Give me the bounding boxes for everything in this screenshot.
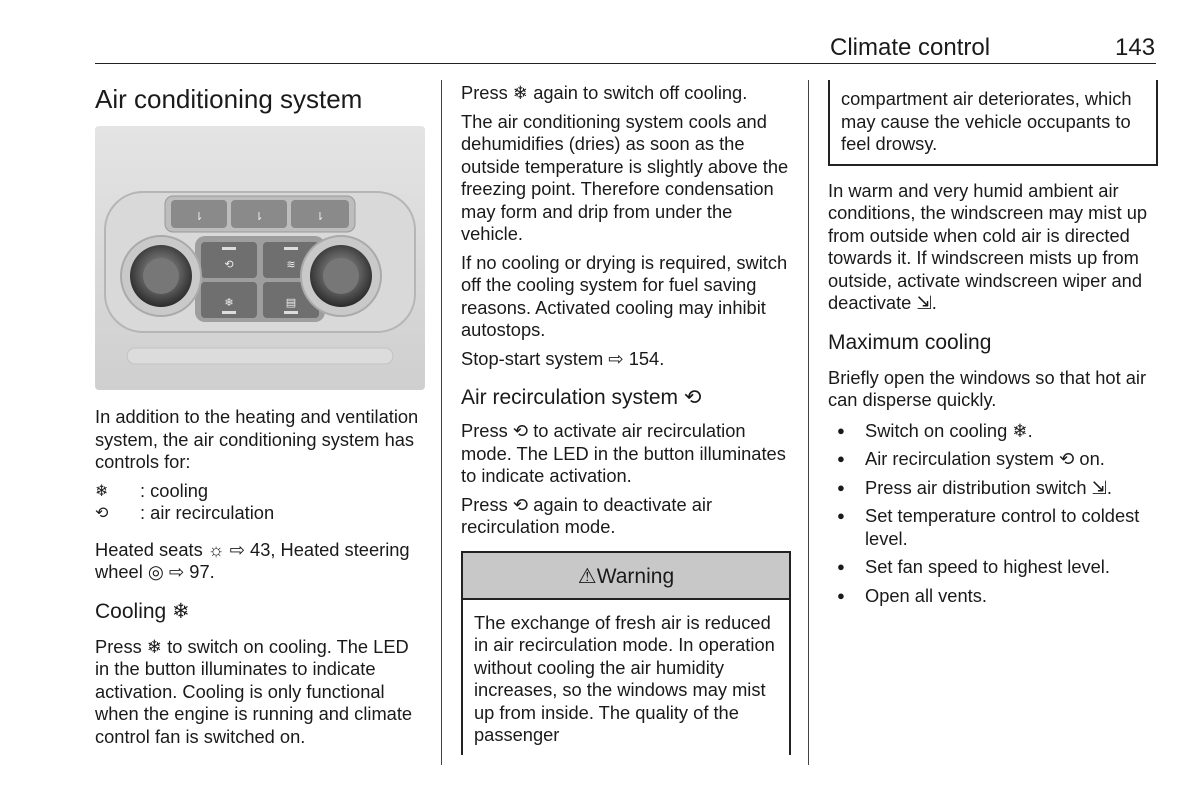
column-divider <box>441 80 442 765</box>
svg-text:⟲: ⟲ <box>224 258 234 271</box>
legend-label: : cooling <box>140 479 209 501</box>
list-item: ● Press air distribution switch ⇲. <box>828 477 1158 500</box>
svg-text:⇂: ⇂ <box>194 210 204 223</box>
paragraph: In warm and very humid ambient air conditions, the windscreen may mist up from outside when cold air is directed towards it. If windscreen mists up from outside, activate windscreen wiper and deactivate ⇲. <box>828 179 1148 313</box>
air-recirculation-icon: ⟲ <box>95 503 109 522</box>
paragraph: The air conditioning system cools and dehumidifies (dries) as soon as the outside temperature is slightly above the freezing point. Therefore condensation may form and drip from under the vehicle. <box>461 110 789 244</box>
maximum-cooling-heading: Maximum cooling <box>828 330 992 354</box>
column-3 <box>828 82 1158 613</box>
legend-row-air-recirculation <box>95 502 425 525</box>
warning-box-continued: compartment air deteriorates, which may cause the vehicle occupants to feel drowsy. <box>828 80 1158 166</box>
header-section-title: Climate control <box>830 34 991 61</box>
svg-text:▤: ▤ <box>285 296 297 309</box>
svg-text:⇂: ⇂ <box>315 210 325 223</box>
cooling-paragraph: Press ❄ to switch on cooling. The LED in the button illuminates to indicate activation. Cooling is only functional when the engine is running and climate control fan is switched on. <box>95 635 413 747</box>
paragraph: Press ❄ again to switch off cooling. <box>461 82 748 103</box>
svg-text:⇂: ⇂ <box>254 210 264 223</box>
list-item: ● Switch on cooling ❄. <box>828 420 1158 443</box>
controls-legend <box>95 480 425 525</box>
list-item: ● Set temperature control to coldest level. <box>828 505 1158 550</box>
paragraph: Press ⟲ to activate air recirculation mode. The LED in the button illuminates to indicate activation. <box>461 420 786 486</box>
svg-text:❄: ❄ <box>224 296 234 309</box>
warning-text: The exchange of fresh air is reduced in air recirculation mode. In operation without cooling the air humidity increases, so the windows may mist up from inside. The quality of the passenger <box>474 611 775 745</box>
list-item: ● Air recirculation system ⟲ on. <box>828 448 1158 471</box>
climate-control-panel-image <box>95 126 425 390</box>
page-number: 143 <box>1115 34 1156 61</box>
list-item: ● Open all vents. <box>828 585 1158 608</box>
warning-box <box>461 551 791 755</box>
paragraph: Briefly open the windows so that hot air can disperse quickly. <box>828 366 1147 410</box>
intro-paragraph: In addition to the heating and ventilation system, the air conditioning system has controls for: <box>95 406 419 472</box>
column-2 <box>461 82 791 755</box>
cooling-icon: ❄ <box>95 480 109 500</box>
paragraph: Press ⟲ again to deactivate air recirculation mode. <box>461 493 713 537</box>
svg-text:≋: ≋ <box>286 258 296 271</box>
heated-seats-reference: Heated seats ☼ ⇨ 43, Heated steering wheel ◎ ⇨ 97. <box>95 538 410 582</box>
cooling-heading: Cooling ❄ <box>95 599 190 623</box>
paragraph: If no cooling or drying is required, switch off the cooling system for fuel saving reasons. Activated cooling may inhibit autostops. <box>461 251 788 340</box>
legend-label: : air recirculation <box>140 502 275 523</box>
page-title: Air conditioning system <box>95 84 363 114</box>
list-item: ● Set fan speed to highest level. <box>828 556 1158 579</box>
maximum-cooling-steps <box>828 420 1158 608</box>
legend-row-cooling <box>95 480 425 503</box>
climate-panel-illustration <box>95 126 425 390</box>
warning-title: ⚠Warning <box>463 553 789 600</box>
header-divider <box>95 63 1156 64</box>
air-recirculation-heading: Air recirculation system ⟲ <box>461 386 702 409</box>
column-1 <box>95 82 425 748</box>
column-divider <box>808 80 809 765</box>
stop-start-reference: Stop-start system ⇨ 154. <box>461 347 665 369</box>
